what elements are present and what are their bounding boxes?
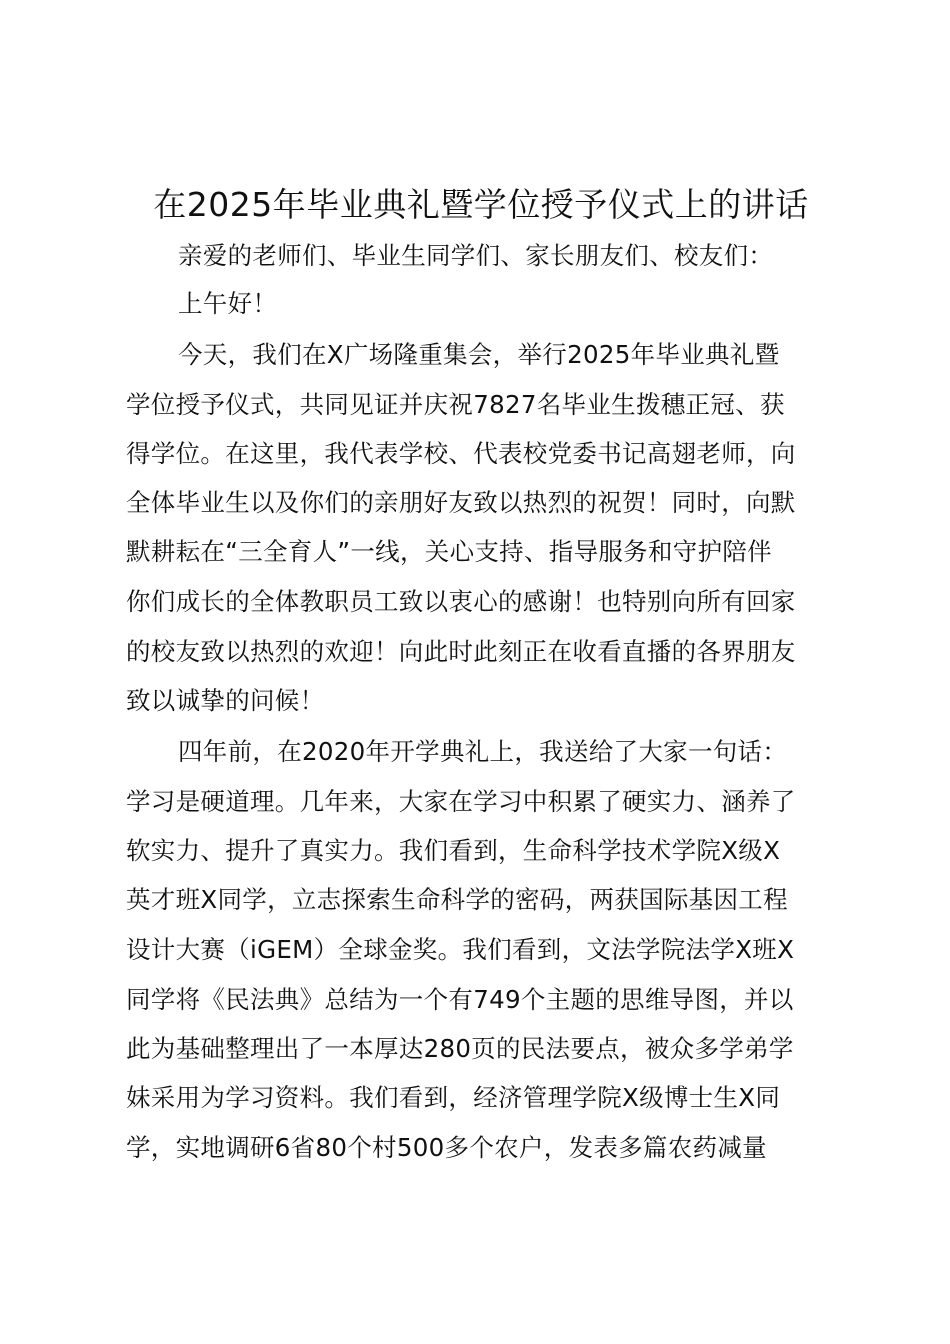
paragraph-line: 你们成长的全体教职员工致以衷心的感谢！也特别向所有回家 bbox=[126, 587, 796, 616]
paragraph-line: 今天，我们在X广场隆重集会，举行2025年毕业典礼暨 bbox=[178, 340, 780, 369]
paragraph-line: 全体毕业生以及你们的亲朋好友致以热烈的祝贺！同时，向默 bbox=[126, 488, 796, 517]
paragraph-line: 同学将《民法典》总结为一个有749个主题的思维导图，并以 bbox=[126, 985, 794, 1014]
paragraph-line: 软实力、提升了真实力。我们看到，生命科学技术学院X级X bbox=[126, 836, 781, 865]
paragraph-line: 四年前，在2020年开学典礼上，我送给了大家一句话： bbox=[178, 737, 788, 766]
paragraph-line: 设计大赛（iGEM）全球金奖。我们看到，文法学院法学X班X bbox=[126, 935, 795, 964]
paragraph-line: 的校友致以热烈的欢迎！向此时此刻正在收看直播的各界朋友 bbox=[126, 637, 796, 666]
paragraph-line: 得学位。在这里，我代表学校、代表校党委书记高翅老师，向 bbox=[126, 439, 796, 468]
paragraph-line: 此为基础整理出了一本厚达280页的民法要点，被众多学弟学 bbox=[126, 1034, 794, 1063]
salutation-line: 亲爱的老师们、毕业生同学们、家长朋友们、校友们： bbox=[178, 241, 774, 270]
paragraph-line: 致以诚挚的问候！ bbox=[126, 686, 325, 715]
greeting-line: 上午好！ bbox=[178, 289, 278, 318]
paragraph-line: 默耕耘在“三全育人”一线，关心支持、指导服务和守护陪伴 bbox=[126, 537, 772, 566]
paragraph-line: 学，实地调研6省80个村500多个农户，发表多篇农药减量 bbox=[126, 1133, 767, 1162]
paragraph-line: 英才班X同学，立志探索生命科学的密码，两获国际基因工程 bbox=[126, 885, 788, 914]
paragraph-line: 妹采用为学习资料。我们看到，经济管理学院X级博士生X同 bbox=[126, 1083, 781, 1112]
document-title: 在2025年毕业典礼暨学位授予仪式上的讲话 bbox=[153, 185, 809, 224]
paragraph-line: 学位授予仪式，共同见证并庆祝7827名毕业生拨穗正冠、获 bbox=[126, 390, 785, 419]
paragraph-line: 学习是硬道理。几年来，大家在学习中积累了硬实力、涵养了 bbox=[126, 787, 796, 816]
